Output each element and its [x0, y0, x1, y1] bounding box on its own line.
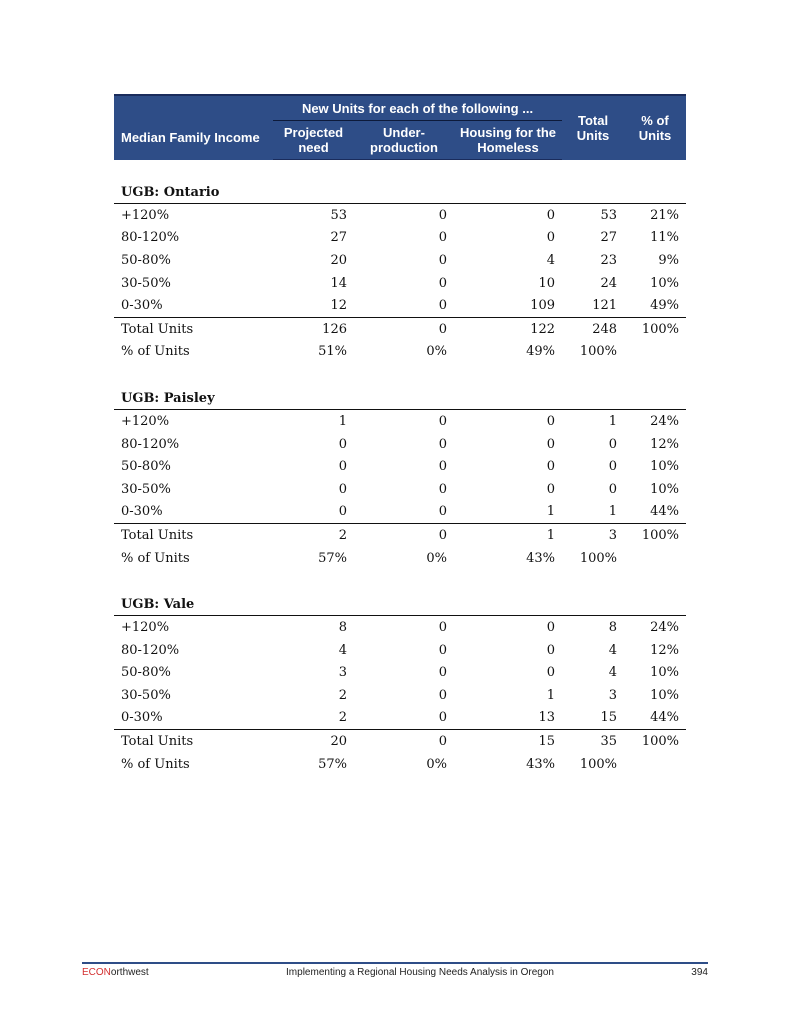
table-body	[114, 160, 686, 776]
col-header-median-family-income: Median Family Income	[114, 95, 273, 160]
value-cell: 8	[338, 620, 347, 636]
table-row	[114, 272, 686, 295]
value-cell: 248	[562, 317, 624, 340]
value-cell: 0	[354, 524, 454, 547]
table-row	[114, 662, 686, 685]
value-cell: 14	[330, 275, 347, 291]
value-cell: 4	[608, 642, 618, 658]
value-cell: 49%	[526, 344, 556, 360]
footer-brand	[82, 967, 149, 978]
value-cell: 0	[338, 504, 347, 520]
table-row	[114, 294, 686, 317]
spacer-cell	[114, 363, 686, 386]
value-cell: 0	[438, 665, 447, 681]
footer-brand-accent: ECON	[82, 967, 111, 978]
row-label-cell: +120%	[121, 207, 170, 223]
section-header-row	[114, 180, 686, 204]
value-cell: 20	[330, 252, 347, 268]
col-group-header-new-units: New Units for each of the following ...	[273, 95, 562, 121]
value-cell: 4	[546, 252, 556, 268]
value-cell: 3	[608, 687, 618, 703]
value-cell: 121	[592, 298, 618, 314]
value-cell: 0	[546, 413, 556, 429]
value-cell: 10%	[650, 687, 680, 703]
total-units-row	[114, 524, 686, 547]
row-label-cell: 0-30%	[121, 298, 163, 314]
section-spacer	[114, 363, 686, 386]
value-cell: 43%	[526, 756, 556, 772]
value-cell: 126	[273, 317, 354, 340]
value-cell: 100%	[624, 524, 686, 547]
row-label-cell: 30-50%	[121, 481, 171, 497]
value-cell: 0	[438, 459, 447, 475]
value-cell: 57%	[318, 550, 347, 566]
value-cell: 0	[546, 665, 556, 681]
value-cell: 0	[546, 436, 556, 452]
row-label-cell: Total Units	[114, 524, 273, 547]
value-cell: 1	[546, 687, 556, 703]
table-row	[114, 227, 686, 250]
value-cell: 0	[546, 642, 556, 658]
value-cell: 4	[608, 665, 618, 681]
section-header-blank	[624, 592, 686, 616]
value-cell: 100%	[579, 756, 618, 772]
value-cell: 0	[338, 481, 347, 497]
table-header	[114, 95, 686, 160]
value-cell: 100%	[624, 730, 686, 753]
section-header-blank	[624, 386, 686, 410]
value-cell: 24%	[650, 620, 680, 636]
section-header-blank	[273, 180, 354, 204]
section-header-blank	[273, 386, 354, 410]
table-row	[114, 249, 686, 272]
value-cell: 0	[438, 436, 447, 452]
value-cell: 53	[600, 207, 618, 223]
value-cell: 20	[273, 730, 354, 753]
value-cell: 35	[562, 730, 624, 753]
value-cell: 0	[438, 687, 447, 703]
value-cell: 11%	[650, 230, 680, 246]
value-cell: 12%	[650, 436, 680, 452]
value-cell: 100%	[579, 550, 618, 566]
table-row	[114, 684, 686, 707]
col-header-housing-homeless: Housing for the Homeless	[454, 121, 562, 160]
spacer-cell	[114, 569, 686, 592]
value-cell: 0	[546, 620, 556, 636]
table-row	[114, 204, 686, 227]
percent-units-row	[114, 753, 686, 776]
value-cell: 0	[438, 620, 447, 636]
value-cell: 3	[562, 524, 624, 547]
table-row	[114, 707, 686, 730]
row-label-cell: Total Units	[114, 317, 273, 340]
value-cell: 15	[600, 710, 618, 726]
value-cell: 4	[338, 642, 347, 658]
value-cell: 3	[338, 665, 347, 681]
value-cell: 0%	[426, 550, 447, 566]
value-cell: 0%	[426, 344, 447, 360]
section-spacer	[114, 160, 686, 181]
row-label-cell: 80-120%	[121, 230, 180, 246]
value-cell: 10%	[650, 459, 680, 475]
value-cell: 0	[354, 730, 454, 753]
value-cell: 2	[273, 524, 354, 547]
value-cell: 0	[438, 504, 447, 520]
row-label-cell: 80-120%	[121, 436, 180, 452]
row-label-cell: 80-120%	[121, 642, 180, 658]
section-header-row	[114, 386, 686, 410]
footer-brand-rest: orthwest	[110, 967, 149, 978]
value-cell: 0	[438, 298, 447, 314]
value-cell: 0	[608, 459, 618, 475]
value-cell: 9%	[658, 252, 680, 268]
total-units-row	[114, 317, 686, 340]
col-header-total-units: Total Units	[562, 95, 624, 160]
row-label-cell: 50-80%	[121, 459, 171, 475]
row-label-cell: +120%	[121, 620, 170, 636]
section-header-blank	[562, 592, 624, 616]
value-cell: 0	[438, 207, 447, 223]
value-cell: 0%	[426, 756, 447, 772]
row-label-cell: Total Units	[114, 730, 273, 753]
value-cell: 0	[546, 207, 556, 223]
value-cell: 0	[438, 275, 447, 291]
value-cell: 0	[338, 459, 347, 475]
value-cell: 51%	[318, 344, 347, 360]
table-row	[114, 616, 686, 639]
section-header-blank	[562, 180, 624, 204]
value-cell: 0	[608, 481, 618, 497]
value-cell: 10%	[650, 275, 680, 291]
table-row	[114, 501, 686, 524]
row-label-cell: % of Units	[121, 756, 190, 772]
spacer-cell	[114, 160, 686, 181]
row-label-cell: 30-50%	[121, 275, 171, 291]
value-cell: 12%	[650, 642, 680, 658]
value-cell: 0	[546, 481, 556, 497]
value-cell: 43%	[526, 550, 556, 566]
col-header-underproduction: Under-production	[354, 121, 454, 160]
value-cell: 53	[330, 207, 347, 223]
value-cell: 10	[538, 275, 556, 291]
value-cell: 0	[338, 436, 347, 452]
value-cell: 44%	[650, 710, 680, 726]
value-cell: 1	[546, 504, 556, 520]
section-header-blank	[624, 180, 686, 204]
percent-units-row	[114, 547, 686, 570]
row-label-cell: 0-30%	[121, 504, 163, 520]
value-cell: 13	[538, 710, 556, 726]
row-label-cell: % of Units	[121, 550, 190, 566]
table-row	[114, 639, 686, 662]
value-cell: 49%	[650, 298, 680, 314]
section-header-blank	[354, 386, 454, 410]
section-header-blank	[562, 386, 624, 410]
row-label-cell: 50-80%	[121, 252, 171, 268]
value-cell: 122	[454, 317, 562, 340]
value-cell: 21%	[650, 207, 680, 223]
section-header-blank	[454, 386, 562, 410]
value-cell: 1	[454, 524, 562, 547]
value-cell: 2	[338, 687, 347, 703]
table-row	[114, 433, 686, 456]
value-cell	[624, 547, 686, 570]
value-cell: 23	[600, 252, 618, 268]
value-cell: 27	[600, 230, 618, 246]
housing-units-table	[114, 94, 686, 775]
row-label-cell: 30-50%	[121, 687, 171, 703]
value-cell: 109	[530, 298, 556, 314]
col-header-projected-need: Projected need	[273, 121, 354, 160]
row-label-cell: % of Units	[121, 344, 190, 360]
value-cell: 0	[438, 710, 447, 726]
section-header-blank	[354, 592, 454, 616]
value-cell: 2	[338, 710, 347, 726]
value-cell: 24	[600, 275, 618, 291]
section-header-blank	[354, 180, 454, 204]
section-title: UGB: Paisley	[114, 386, 273, 410]
row-label-cell: +120%	[121, 413, 170, 429]
value-cell: 15	[454, 730, 562, 753]
value-cell: 0	[438, 230, 447, 246]
row-label-cell: 0-30%	[121, 710, 163, 726]
section-header-blank	[454, 592, 562, 616]
value-cell: 0	[438, 413, 447, 429]
value-cell: 100%	[579, 344, 618, 360]
value-cell: 0	[438, 252, 447, 268]
footer-page-number: 394	[691, 967, 708, 978]
table-row	[114, 410, 686, 433]
section-header-row	[114, 592, 686, 616]
col-header-percent-units: % of Units	[624, 95, 686, 160]
value-cell: 12	[330, 298, 347, 314]
value-cell: 1	[608, 413, 618, 429]
value-cell: 24%	[650, 413, 680, 429]
value-cell	[624, 341, 686, 364]
total-units-row	[114, 730, 686, 753]
value-cell: 8	[608, 620, 618, 636]
value-cell: 57%	[318, 756, 347, 772]
value-cell: 1	[338, 413, 347, 429]
value-cell	[624, 753, 686, 776]
table-row	[114, 478, 686, 501]
value-cell: 100%	[624, 317, 686, 340]
footer-document-title: Implementing a Regional Housing Needs Analysis in Oregon	[286, 967, 554, 978]
value-cell: 10%	[650, 665, 680, 681]
row-label-cell: 50-80%	[121, 665, 171, 681]
table-row	[114, 455, 686, 478]
value-cell: 0	[546, 230, 556, 246]
value-cell: 44%	[650, 504, 680, 520]
value-cell: 0	[438, 642, 447, 658]
section-spacer	[114, 569, 686, 592]
section-title: UGB: Ontario	[114, 180, 273, 204]
value-cell: 0	[354, 317, 454, 340]
value-cell: 0	[438, 481, 447, 497]
page-footer	[82, 962, 708, 978]
section-title: UGB: Vale	[114, 592, 273, 616]
value-cell: 0	[546, 459, 556, 475]
value-cell: 0	[608, 436, 618, 452]
value-cell: 1	[608, 504, 618, 520]
value-cell: 27	[330, 230, 347, 246]
percent-units-row	[114, 341, 686, 364]
section-header-blank	[454, 180, 562, 204]
value-cell: 10%	[650, 481, 680, 497]
section-header-blank	[273, 592, 354, 616]
